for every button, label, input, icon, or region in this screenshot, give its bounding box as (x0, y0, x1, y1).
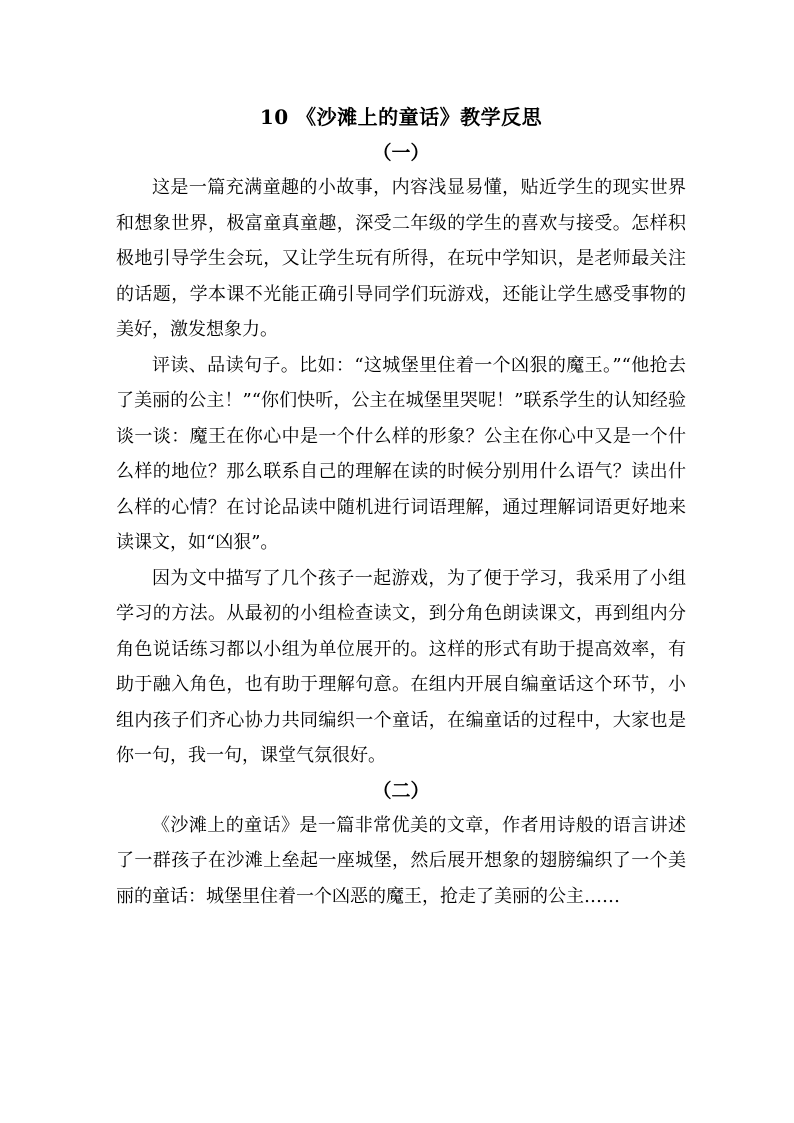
section-two (116, 774, 686, 915)
paragraph: 因为文中描写了几个孩子一起游戏，为了便于学习，我采用了小组学习的方法。从最初的小组检查读文，到分角色朗读课文，再到组内分角色说话练习都以小组为单位展开的。这样的形式有助于提高效率，有助于融入角色，也有助于理解句意。在组内开展自编童话这个环节，小组内孩子们齐心协力共同编织一个童话，在编童话的过程中，大家也是你一句，我一句，课堂气氛很好。 (116, 567, 686, 766)
document-page (116, 96, 686, 914)
paragraph: 评读、品读句子。比如：“这城堡里住着一个凶狠的魔王。”“他抢去了美丽的公主！”“你们快听，公主在城堡里哭呢！”联系学生的认知经验谈一谈：魔王在你心中是一个什么样的形象？公主在你心中又是一个什么样的地位？那么联系自己的理解在读的时候分别用什么语气？读出什么样的心情？在讨论品读中随机进行词语理解，通过理解词语更好地来读课文，如“凶狠”。 (116, 354, 686, 553)
section-one (116, 136, 686, 774)
section-heading: （二） (372, 779, 430, 802)
paragraph: 这是一篇充满童趣的小故事，内容浅显易懂，贴近学生的现实世界和想象世界，极富童真童趣，深受二年级的学生的喜欢与接受。怎样积极地引导学生会玩，又让学生玩有所得，在玩中学知识，是老师最关注的话题，学本课不光能正确引导同学们玩游戏，还能让学生感受事物的美好，激发想象力。 (116, 177, 686, 340)
document-title: 10 《沙滩上的童话》教学反思 (259, 105, 543, 129)
paragraph: 《沙滩上的童话》是一篇非常优美的文章，作者用诗般的语言讲述了一群孩子在沙滩上垒起一座城堡，然后展开想象的翅膀编织了一个美丽的童话：城堡里住着一个凶恶的魔王，抢走了美丽的公主…… (116, 814, 686, 907)
section-heading: （一） (372, 142, 430, 164)
